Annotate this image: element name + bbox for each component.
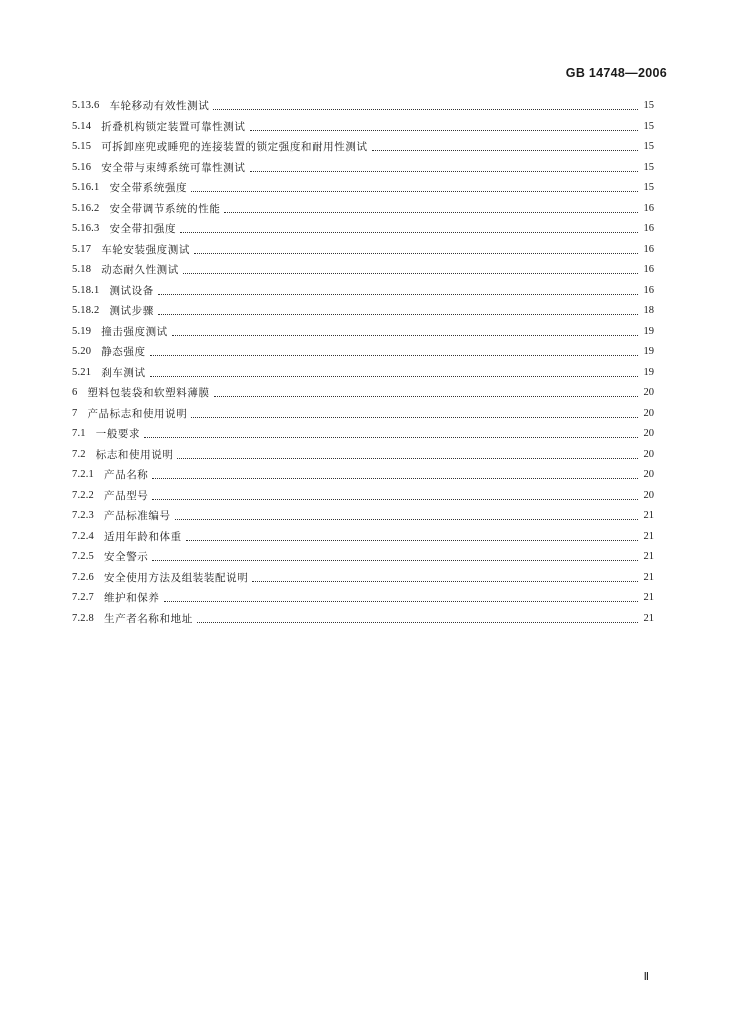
- toc-leader-dots: [194, 253, 638, 254]
- toc-entry-number: 5.18.2: [72, 305, 100, 316]
- toc-entry-page: 15: [643, 161, 654, 173]
- toc-entry-number: 5.14: [72, 120, 92, 132]
- toc-entry-title: 产品标准编号: [104, 510, 171, 522]
- toc-entry-title: 静态强度: [101, 346, 146, 358]
- toc-entry[interactable]: [72, 177, 654, 195]
- toc-entry[interactable]: [72, 526, 654, 544]
- toc-leader-dots: [175, 519, 638, 520]
- toc-entry-title: 维护和保养: [104, 592, 160, 604]
- toc-entry-page: 20: [643, 489, 654, 501]
- toc-entry-page: 20: [643, 469, 654, 480]
- toc-entry-page: 21: [643, 571, 654, 583]
- toc-entry[interactable]: [72, 341, 654, 359]
- toc-entry-number: 5.18.1: [72, 284, 100, 296]
- toc-entry[interactable]: [72, 136, 654, 154]
- toc-entry-title: 安全带调节系统的性能: [109, 202, 221, 215]
- toc-entry-number: 5.13.6: [72, 100, 100, 111]
- toc-leader-dots: [213, 109, 638, 110]
- toc-entry-page: 20: [643, 448, 654, 460]
- toc-entry[interactable]: [72, 423, 654, 441]
- toc-entry-title: 安全带与束缚系统可靠性测试: [101, 161, 246, 174]
- toc-leader-dots: [144, 437, 638, 438]
- toc-entry-number: 5.16.2: [72, 202, 100, 214]
- toc-entry-title: 安全带系统强度: [109, 182, 188, 194]
- toc-entry-number: 7.2.2: [72, 489, 94, 501]
- toc-entry-page: 15: [643, 182, 654, 193]
- toc-entry-page: 21: [643, 551, 654, 562]
- toc-entry-number: 5.16.1: [72, 182, 100, 193]
- toc-leader-dots: [197, 622, 638, 623]
- page-number: Ⅱ: [643, 971, 649, 983]
- toc-entry-number: 5.18: [72, 264, 92, 275]
- toc-entry[interactable]: [72, 300, 654, 318]
- toc-entry[interactable]: [72, 259, 654, 277]
- toc-entry-number: 7: [72, 407, 78, 419]
- toc-entry-title: 刹车测试: [101, 366, 146, 379]
- toc-entry-title: 可拆卸座兜或睡兜的连接装置的锁定强度和耐用性测试: [101, 141, 368, 153]
- toc-entry[interactable]: [72, 444, 654, 462]
- toc-entry-number: 5.16: [72, 161, 92, 173]
- toc-entry-number: 7.2.3: [72, 510, 94, 521]
- toc-entry[interactable]: [72, 382, 654, 400]
- toc-entry[interactable]: [72, 587, 654, 605]
- toc-entry[interactable]: [72, 218, 654, 236]
- toc-entry-title: 动态耐久性测试: [101, 264, 179, 276]
- toc-leader-dots: [150, 355, 638, 356]
- standard-code: GB 14748—2006: [565, 66, 667, 80]
- toc-entry-page: 21: [643, 510, 654, 521]
- toc-leader-dots: [250, 171, 639, 172]
- toc-entry-title: 生产者名称和地址: [104, 612, 193, 625]
- toc-entry-page: 16: [643, 264, 654, 275]
- toc-entry-page: 19: [643, 325, 654, 337]
- toc-entry-number: 7.2.7: [72, 592, 94, 603]
- toc-entry[interactable]: [72, 280, 654, 298]
- toc-entry-page: 21: [643, 530, 654, 542]
- toc-entry-title: 安全警示: [104, 551, 149, 563]
- toc-entry-title: 产品型号: [104, 489, 149, 502]
- toc-entry-number: 7.2.8: [72, 612, 94, 624]
- toc-entry-number: 5.19: [72, 325, 92, 337]
- toc-entry-title: 安全带扣强度: [109, 223, 177, 235]
- toc-entry[interactable]: [72, 608, 654, 626]
- toc-entry-page: 20: [643, 428, 654, 439]
- toc-entry-number: 5.20: [72, 346, 92, 357]
- toc-entry-number: 5.21: [72, 366, 92, 378]
- toc-entry-title: 测试设备: [109, 284, 154, 297]
- toc-entry-title: 塑料包装袋和软塑料薄膜: [87, 387, 210, 399]
- toc-entry-page: 20: [643, 407, 654, 419]
- toc-entry[interactable]: [72, 485, 654, 503]
- toc-entry-title: 产品标志和使用说明: [87, 407, 188, 420]
- toc-entry[interactable]: [72, 157, 654, 175]
- toc-entry[interactable]: [72, 464, 654, 482]
- toc-leader-dots: [180, 232, 638, 233]
- toc-leader-dots: [372, 150, 638, 151]
- toc-entry-title: 测试步骤: [109, 305, 154, 317]
- toc-entry-title: 标志和使用说明: [95, 448, 174, 461]
- toc-entry-title: 撞击强度测试: [101, 325, 168, 338]
- toc-entry-title: 车轮移动有效性测试: [109, 100, 210, 112]
- toc-entry-number: 6: [72, 387, 78, 398]
- toc-leader-dots: [164, 601, 639, 602]
- toc-leader-dots: [177, 458, 638, 459]
- toc-entry[interactable]: [72, 403, 654, 421]
- toc-entry-page: 16: [643, 284, 654, 296]
- toc-entry-page: 15: [643, 120, 654, 132]
- toc-entry[interactable]: [72, 546, 654, 564]
- toc-entry-page: 15: [643, 100, 654, 111]
- toc-leader-dots: [250, 130, 639, 131]
- toc-entry-page: 16: [643, 202, 654, 214]
- toc-entry-page: 16: [643, 223, 654, 234]
- toc-leader-dots: [252, 581, 638, 582]
- toc-leader-dots: [183, 273, 638, 274]
- toc-entry-number: 5.15: [72, 141, 92, 152]
- toc-entry-title: 安全使用方法及组装装配说明: [104, 571, 249, 584]
- toc-entry[interactable]: [72, 95, 654, 113]
- toc-entry-number: 7.2: [72, 448, 86, 460]
- toc-leader-dots: [158, 314, 638, 315]
- toc-entry-number: 7.2.6: [72, 571, 94, 583]
- toc-entry-page: 21: [643, 592, 654, 603]
- toc-leader-dots: [172, 335, 638, 336]
- toc-entry-number: 7.2.1: [72, 469, 94, 480]
- toc-leader-dots: [214, 396, 638, 397]
- toc-entry-title: 一般要求: [95, 428, 141, 440]
- toc-entry[interactable]: [72, 198, 654, 216]
- toc-leader-dots: [224, 212, 638, 213]
- toc-entry[interactable]: [72, 505, 654, 523]
- toc-leader-dots: [158, 294, 638, 295]
- toc-entry-title: 适用年龄和体重: [104, 530, 182, 543]
- toc-entry-title: 产品名称: [104, 469, 149, 481]
- toc-entry-page: 19: [643, 366, 654, 378]
- toc-leader-dots: [191, 417, 638, 418]
- toc-entry-page: 21: [643, 612, 654, 624]
- toc-leader-dots: [152, 478, 638, 479]
- toc-entry-page: 20: [643, 387, 654, 398]
- toc-entry-title: 车轮安装强度测试: [101, 243, 190, 256]
- toc-entry[interactable]: [72, 239, 654, 257]
- toc-entry-number: 5.17: [72, 243, 92, 255]
- toc-leader-dots: [191, 191, 638, 192]
- toc-entry[interactable]: [72, 362, 654, 380]
- toc-entry[interactable]: [72, 116, 654, 134]
- toc-entry-number: 7.2.4: [72, 530, 94, 542]
- toc-entry-page: 19: [643, 346, 654, 357]
- toc-entry-page: 16: [643, 243, 654, 255]
- toc-leader-dots: [152, 499, 638, 500]
- toc-entry-number: 7.2.5: [72, 551, 94, 562]
- toc-leader-dots: [152, 560, 638, 561]
- toc-entry[interactable]: [72, 567, 654, 585]
- toc-entry-page: 18: [643, 305, 654, 316]
- toc-entry-title: 折叠机构锁定装置可靠性测试: [101, 120, 246, 133]
- toc-entry-number: 5.16.3: [72, 223, 100, 234]
- toc-leader-dots: [150, 376, 638, 377]
- toc-entry-number: 7.1: [72, 428, 86, 439]
- toc-entry[interactable]: [72, 321, 654, 339]
- toc-entry-page: 15: [643, 141, 654, 152]
- toc-leader-dots: [186, 540, 638, 541]
